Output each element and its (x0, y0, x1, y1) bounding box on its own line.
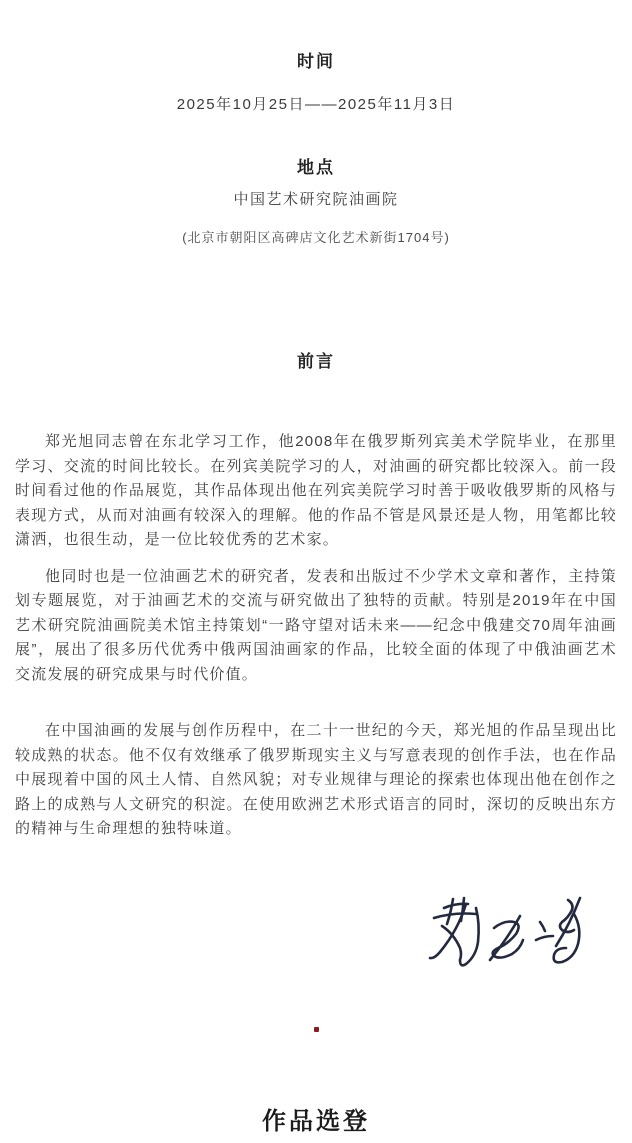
signature-strokes (430, 898, 580, 965)
preface-body (15, 430, 617, 842)
works-section-heading: 作品选登 (262, 1108, 370, 1135)
venue-address: (北京市朝阳区高碑店文化艺术新街1704号) (182, 230, 450, 245)
exhibition-dates: 2025年10月25日——2025年11月3日 (176, 96, 456, 113)
handwritten-signature-icon (420, 894, 590, 974)
preface-paragraph: 郑光旭同志曾在东北学习工作，他2008年在俄罗斯列宾美术学院毕业，在那里学习、交流的时间比较长。在列宾美院学习的人，对油画的研究都比较深入。前一段时间看过他的作品展览，其作品体现出他在列宾美院学习时善于吸收俄罗斯的风格与表现方式，从而对油画有较深入的理解。他的作品不管是风景还是人物，用笔都比较潇洒，也很生动，是一位比较优秀的艺术家。 (15, 433, 617, 548)
preface-paragraph: 他同时也是一位油画艺术的研究者，发表和出版过不少学术文章和著作，主持策划专题展览，对于油画艺术的交流与研究做出了独特的贡献。特别是2019年在中国艺术研究院油画院美术馆主持策划“一路守望对话未来——纪念中俄建交70周年油画展”，展出了很多历代优秀中俄两国油画家的作品，比较全面的体现了中俄油画艺术交流发展的研究成果与时代价值。 (15, 567, 617, 683)
time-heading: 时间 (297, 52, 335, 71)
dot-divider (314, 1027, 319, 1032)
preface-heading: 前言 (297, 352, 335, 371)
signature-block (15, 894, 617, 974)
preface-paragraph: 在中国油画的发展与创作历程中，在二十一世纪的今天，郑光旭的作品呈现出比较成熟的状态。他不仅有效继承了俄罗斯现实主义与写意表现的创作手法，也在作品中展现着中国的风土人情、自然风貌；对专业规律与理论的探索也体现出他在创作之路上的成熟与人文研究的积淀。在使用欧洲艺术形式语言的同时，深切的反映出东方的精神与生命理想的独特味道。 (15, 722, 617, 837)
venue-name: 中国艺术研究院油画院 (233, 191, 399, 208)
location-heading: 地点 (297, 158, 335, 177)
